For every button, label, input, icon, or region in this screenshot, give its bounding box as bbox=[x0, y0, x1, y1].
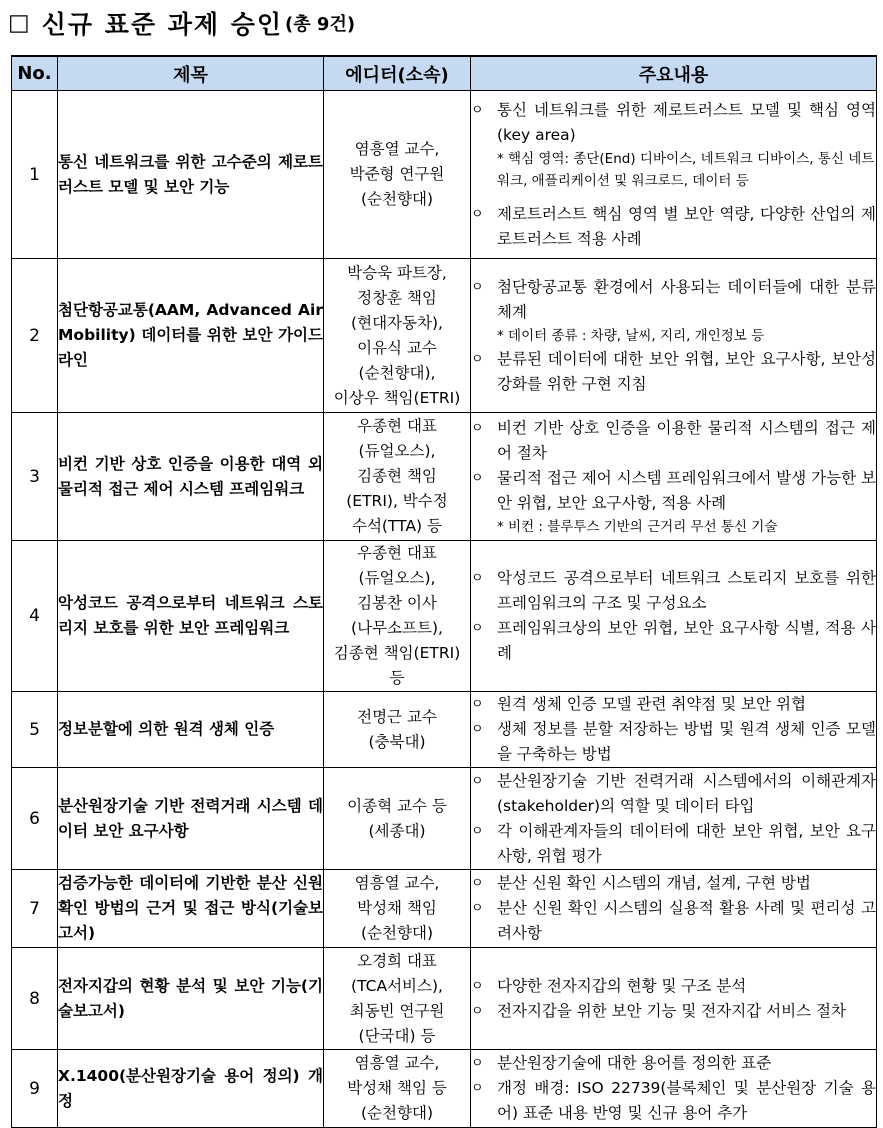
bullet-icon: ㅇ bbox=[471, 722, 484, 737]
bullet-icon: ㅇ bbox=[471, 1003, 484, 1019]
bullet-icon: ㅇ bbox=[471, 571, 484, 586]
bullet-icon: ㅇ bbox=[471, 901, 484, 916]
table-header-row bbox=[12, 56, 877, 91]
row-number: 2 bbox=[12, 259, 58, 413]
task-title: 첨단항공교통(AAM, Advanced Air Mobility) 데이터를 위한 보안 가이드라인 bbox=[58, 259, 324, 413]
table-row bbox=[12, 1050, 877, 1128]
task-editor: 우종현 대표 (듀얼오스), 김봉찬 이사 (나무소프트), 김종현 책임(ETRI) 등 bbox=[324, 541, 471, 692]
table-row bbox=[12, 259, 877, 413]
task-editor: 염흥열 교수, 박준형 연구원 (순천향대) bbox=[324, 91, 471, 259]
content-point: 비컨 기반 상호 인증을 이용한 물리적 시스템의 접근 제어 절차 bbox=[497, 418, 876, 462]
task-title: 전자지갑의 현황 분석 및 보안 기능(기술보고서) bbox=[58, 948, 324, 1050]
table-row bbox=[12, 692, 877, 768]
content-point: 물리적 접근 제어 시스템 프레임워크에서 발생 가능한 보안 위협, 보안 요구사항, 적용 사례 bbox=[497, 468, 876, 512]
bullet-icon: ㅇ bbox=[471, 823, 484, 839]
row-number: 8 bbox=[12, 948, 58, 1050]
bullet-icon: ㅇ bbox=[471, 1056, 484, 1071]
content-point: 프레임워크상의 보안 위협, 보안 요구사항 식별, 적용 사례 bbox=[497, 619, 876, 662]
content-note: * 데이터 종류 : 차량, 날씨, 지리, 개인정보 등 bbox=[497, 327, 765, 344]
task-editor: 염흥열 교수, 박성채 책임 등 (순천향대) bbox=[324, 1050, 471, 1128]
content-point: 다양한 전자지갑의 현황 및 구조 분석 bbox=[497, 976, 747, 995]
column-header-editor: 에디터(소속) bbox=[324, 56, 471, 91]
bullet-icon: ㅇ bbox=[471, 1081, 484, 1096]
task-editor: 이종혁 교수 등 (세종대) bbox=[324, 768, 471, 870]
bullet-icon: ㅇ bbox=[471, 773, 484, 789]
row-number: 5 bbox=[12, 692, 58, 768]
bullet-icon: ㅇ bbox=[471, 279, 484, 295]
task-title: 악성코드 공격으로부터 네트워크 스토리지 보호를 위한 보안 프레임워크 bbox=[58, 541, 324, 692]
bullet-icon: ㅇ bbox=[471, 351, 484, 367]
content-point: 생체 정보를 분할 저장하는 방법 및 원격 생체 인증 모델을 구축하는 방법 bbox=[497, 720, 876, 763]
task-content bbox=[471, 413, 877, 541]
task-editor: 전명근 교수 (충북대) bbox=[324, 692, 471, 768]
bullet-icon: ㅇ bbox=[471, 697, 484, 712]
row-number: 6 bbox=[12, 768, 58, 870]
task-content bbox=[471, 768, 877, 870]
content-point: 분류된 데이터에 대한 보안 위협, 보안 요구사항, 보안성 강화를 위한 구현 지침 bbox=[497, 349, 876, 393]
content-point: 각 이해관계자들의 데이터에 대한 보안 위협, 보안 요구사항, 위협 평가 bbox=[497, 821, 876, 865]
column-header-title: 제목 bbox=[58, 56, 324, 91]
task-title: X.1400(분산원장기술 용어 정의) 개정 bbox=[58, 1050, 324, 1128]
task-editor: 염흥열 교수, 박성채 책임 (순천향대) bbox=[324, 870, 471, 948]
content-point: 악성코드 공격으로부터 네트워크 스토리지 보호를 위한 프레임워크의 구조 및 구성요소 bbox=[497, 569, 876, 612]
bullet-icon: ㅇ bbox=[471, 876, 484, 891]
table-row bbox=[12, 541, 877, 692]
content-point: 분산 신원 확인 시스템의 개념, 설계, 구현 방법 bbox=[497, 874, 811, 892]
content-point: 개정 배경: ISO 22739(블록체인 및 분산원장 기술 용어) 표준 내용 반영 및 신규 용어 추가 bbox=[497, 1079, 876, 1122]
task-editor: 오경희 대표 (TCA서비스), 최동빈 연구원 (단국대) 등 bbox=[324, 948, 471, 1050]
content-point: 첨단항공교통 환경에서 사용되는 데이터들에 대한 분류 체계 bbox=[497, 277, 876, 321]
task-content bbox=[471, 1050, 877, 1128]
row-number: 4 bbox=[12, 541, 58, 692]
bullet-icon: ㅇ bbox=[471, 978, 484, 994]
task-content bbox=[471, 948, 877, 1050]
bullet-icon: ㅇ bbox=[471, 102, 484, 118]
content-point: 분산원장기술 기반 전력거래 시스템에서의 이해관계자(stakeholder)의 역할 및 데이터 타입 bbox=[497, 771, 876, 815]
task-content bbox=[471, 91, 877, 259]
table-row bbox=[12, 413, 877, 541]
bullet-icon: ㅇ bbox=[471, 206, 484, 222]
approved-tasks-table bbox=[11, 55, 877, 1128]
row-number: 3 bbox=[12, 413, 58, 541]
task-content bbox=[471, 692, 877, 768]
task-title: 검증가능한 데이터에 기반한 분산 신원 확인 방법의 근거 및 접근 방식(기술보고서) bbox=[58, 870, 324, 948]
content-point: 원격 생체 인증 모델 관련 취약점 및 보안 위협 bbox=[497, 695, 806, 713]
table-row bbox=[12, 870, 877, 948]
task-title: 정보분할에 의한 원격 생체 인증 bbox=[58, 692, 324, 768]
row-number: 9 bbox=[12, 1050, 58, 1128]
content-point: 제로트러스트 핵심 영역 별 보안 역량, 다양한 산업의 제로트러스트 적용 사례 bbox=[497, 204, 876, 248]
content-note: * 핵심 영역: 종단(End) 디바이스, 네트워크 디바이스, 통신 네트워크, 애플리케이션 및 워크로드, 데이터 등 bbox=[497, 150, 875, 189]
task-title: 통신 네트워크를 위한 고수준의 제로트러스트 모델 및 보안 기능 bbox=[58, 91, 324, 259]
task-editor: 우종현 대표 (듀얼오스), 김종현 책임 (ETRI), 박수정 수석(TTA) 등 bbox=[324, 413, 471, 541]
task-title: 분산원장기술 기반 전력거래 시스템 데이터 보안 요구사항 bbox=[58, 768, 324, 870]
bullet-icon: ㅇ bbox=[471, 470, 484, 486]
column-header-content: 주요내용 bbox=[471, 56, 877, 91]
task-title: 비컨 기반 상호 인증을 이용한 대역 외 물리적 접근 제어 시스템 프레임워크 bbox=[58, 413, 324, 541]
task-content bbox=[471, 870, 877, 948]
page-heading bbox=[8, 6, 355, 40]
task-editor: 박승욱 파트장, 정창훈 책임 (현대자동차), 이유식 교수 (순천향대), 이상우 책임(ETRI) bbox=[324, 259, 471, 413]
table-row bbox=[12, 948, 877, 1050]
content-point: 분산 신원 확인 시스템의 실용적 활용 사례 및 편리성 고려사항 bbox=[497, 899, 876, 942]
column-header-no: No. bbox=[12, 56, 58, 91]
task-content bbox=[471, 541, 877, 692]
bullet-icon: ㅇ bbox=[471, 420, 484, 436]
table-row bbox=[12, 768, 877, 870]
task-count: (총 9건) bbox=[285, 14, 356, 35]
content-point: 전자지갑을 위한 보안 기능 및 전자지갑 서비스 절차 bbox=[497, 1001, 846, 1020]
task-content bbox=[471, 259, 877, 413]
row-number: 7 bbox=[12, 870, 58, 948]
table-row bbox=[12, 91, 877, 259]
row-number: 1 bbox=[12, 91, 58, 259]
page-title: 신규 표준 과제 승인 bbox=[41, 10, 284, 39]
content-point: 통신 네트워크를 위한 제로트러스트 모델 및 핵심 영역(key area) bbox=[497, 100, 876, 144]
bullet-icon: ㅇ bbox=[471, 621, 484, 636]
checkbox-square-icon: □ bbox=[8, 10, 30, 36]
content-point: 분산원장기술에 대한 용어를 정의한 표준 bbox=[497, 1054, 772, 1072]
content-note: * 비컨 : 블루투스 기반의 근거리 무선 통신 기술 bbox=[497, 518, 778, 535]
